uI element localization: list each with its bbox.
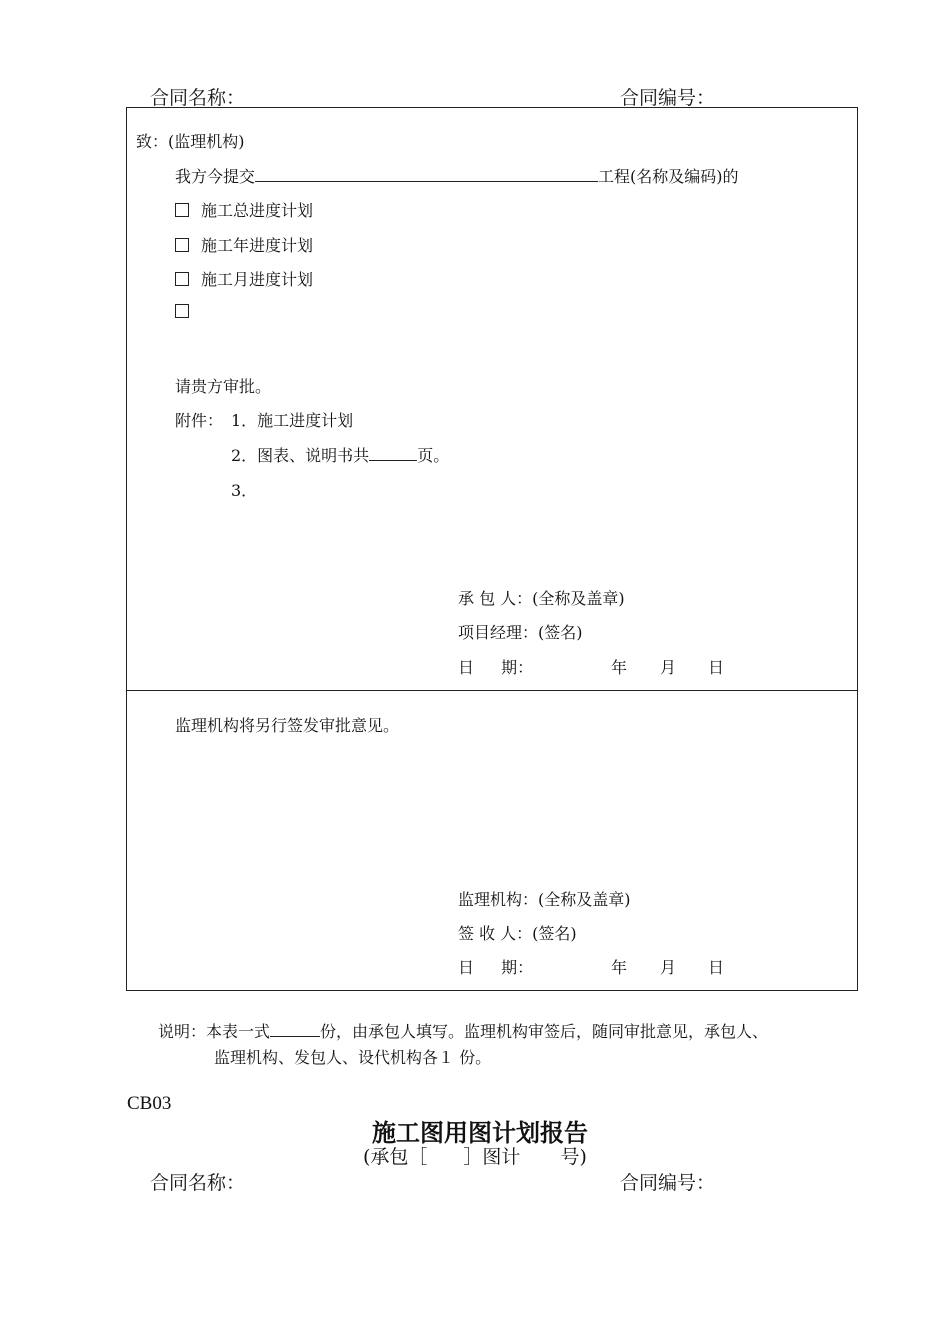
- form-title: 施工图用图计划报告: [372, 1118, 588, 1147]
- option-label: 施工年进度计划: [201, 236, 314, 255]
- checkbox-total-schedule[interactable]: [175, 203, 189, 217]
- submit-prefix: 我方今提交: [175, 167, 256, 186]
- attachment-2: [231, 443, 449, 466]
- contract-number-label: 合同编号：: [620, 87, 716, 109]
- date-label: 日 期：: [458, 658, 534, 677]
- attachment-1: 1．施工进度计划: [231, 411, 354, 430]
- submit-line: [175, 164, 739, 187]
- submit-suffix: 工程(名称及编码)的: [598, 167, 739, 186]
- option-other: [175, 302, 201, 321]
- form-subtitle: [363, 1142, 587, 1169]
- option-total-schedule: [175, 198, 313, 221]
- to-line: 致：(监理机构): [136, 132, 245, 151]
- attachment-3: 3．: [231, 481, 258, 500]
- attachment-2-prefix: 2．图表、说明书共: [231, 446, 370, 465]
- note-line-1: [158, 1019, 768, 1042]
- review-date-year: 年: [611, 958, 628, 977]
- supervisor-signature-label: 监理机构：(全称及盖章): [458, 890, 631, 909]
- review-date-day: 日: [708, 958, 725, 977]
- review-date-label: 日 期：: [458, 958, 534, 977]
- option-label: 施工月进度计划: [201, 270, 314, 289]
- note-line-2: 监理机构、发包人、设代机构各１ 份。: [214, 1048, 492, 1067]
- subtitle-part-b: ］图计: [463, 1146, 521, 1168]
- project-manager-label: 项目经理：(签名): [458, 623, 583, 642]
- form-code: CB03: [127, 1093, 172, 1114]
- contract-name-label: 合同名称：: [150, 87, 246, 109]
- checkbox-other[interactable]: [175, 304, 189, 318]
- attachments-label: 附件：: [175, 411, 224, 430]
- next-contract-number-label: 合同编号：: [620, 1172, 716, 1194]
- request-text: 请贵方审批。: [175, 377, 272, 396]
- checkbox-monthly-schedule[interactable]: [175, 272, 189, 286]
- date-month: 月: [660, 658, 677, 677]
- note-middle: 份，由承包人填写。监理机构审签后，随同审批意见，承包人、: [320, 1022, 769, 1041]
- copies-blank[interactable]: [270, 1019, 320, 1037]
- checkbox-annual-schedule[interactable]: [175, 238, 189, 252]
- option-monthly-schedule: [175, 267, 313, 290]
- review-date-month: 月: [660, 958, 677, 977]
- subtitle-part-a: (承包［: [363, 1146, 428, 1168]
- section-divider: [127, 690, 857, 691]
- receiver-signature-label: 签 收 人：(签名): [458, 924, 577, 943]
- next-contract-name-label: 合同名称：: [150, 1172, 246, 1194]
- project-name-blank[interactable]: [255, 164, 598, 182]
- review-text: 监理机构将另行签发审批意见。: [175, 716, 400, 735]
- option-annual-schedule: [175, 233, 313, 256]
- date-year: 年: [611, 658, 628, 677]
- note-prefix: 说明：本表一式: [158, 1022, 271, 1041]
- subtitle-part-c: 号): [560, 1146, 587, 1168]
- contractor-signature-label: 承 包 人：(全称及盖章): [458, 589, 625, 608]
- attachment-2-suffix: 页。: [417, 446, 450, 465]
- date-day: 日: [708, 658, 725, 677]
- option-label: 施工总进度计划: [201, 201, 314, 220]
- page-count-blank[interactable]: [369, 443, 417, 461]
